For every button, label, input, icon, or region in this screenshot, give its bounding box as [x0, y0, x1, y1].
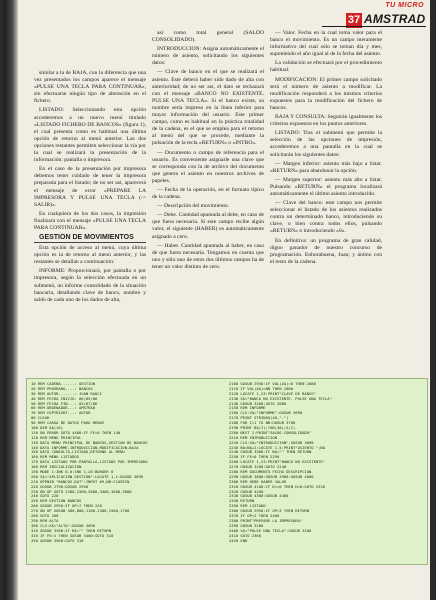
listing-line: 60 REM ORDENADOR...: AMSTRAD	[31, 405, 96, 411]
listing-line: 2160 CLS:X$="INFORME":GOSUB 3090	[229, 410, 303, 416]
listing-line: 310 GOSUB 3300:IF B$="" THEN RETURN	[31, 527, 112, 533]
paragraph: — Valor. Fecha en la cual toma valor para el banco el movimiento. Es un campo meramente informativo del cual sólo se toman día y mes, suponiendo el año igual al de la fecha del asiento.	[270, 30, 382, 58]
listing-line: 70 REM COPYRIGHT...: AUTOR	[31, 410, 91, 416]
listing-line: 160 REM MENU LISTADOS	[31, 454, 80, 460]
listing-line: 80 CLEAR	[31, 415, 50, 421]
paragraph: — Margen superior: asiento más alto a listar. Pulsando «RETURN» el programa localizará automáticamente el último asiento introducido.	[270, 176, 382, 197]
paragraph: En el caso de la presentación por impresora debemos tener cuidado de tener la impresora preparada para el listado; de no ser así, aparecerá el mensaje de error «PREPARE LA IMPRESORA Y PULSE UNA TECLA (-> SALIR)».	[34, 166, 146, 208]
listing-column-left	[31, 382, 227, 543]
paragraph: — Debe. Cantidad apuntada al debe, en caso de que fuera necesaria. Si este campo recibe algún valor, el siguiente (HABER) es automáticamente asignado a cero.	[152, 212, 264, 240]
page-header	[344, 2, 430, 32]
listing-line: 2410 GOTO 2360	[229, 532, 262, 538]
listing-line: 2250 IF FE=0 THEN 2290	[229, 454, 280, 460]
listing-line: 130 DATA MENU PRINCIPAL DE BANCOS,GESTION DE BANCOS	[31, 439, 148, 445]
listing-line: 110 ON ERROR GOTO 4480:IF FE=0 THEN 140	[31, 429, 121, 435]
listing-line: 2260 LOCATE 1,23:PRINT"BANCO NO EXISTENTE"	[229, 459, 326, 465]
listing-line: 2330 GOSUB 4300:GOSUB 4400	[229, 493, 289, 499]
listing-line: 30 REM AUTOR.......: JUAN RAUCI	[31, 390, 102, 396]
listing-line: 100 DIM A$(10)	[31, 425, 64, 431]
text-column-1	[34, 70, 146, 306]
listing-line: 2310 GOSUB 4100:IF D<>0 THEN H=0:GOTO 2330	[229, 483, 326, 489]
listing-line: 2130 X$="BANCO NO EXISTENTE. PULSE UNA TECLA"	[229, 395, 332, 401]
listing-line: 290 REM ALTA	[31, 517, 59, 523]
paragraph: LISTADO: Seleccionando esta opción accederemos a un nuevo menú titulado «LISTADO FICHERO DE BANCOS» (figura 1), el cual presenta como es habitual una última opción de retorno al menú anterior. Las dos opciones restantes permiten seleccionar la vía por la cual se realizará la presentación de la información: pantalla o impresora.	[34, 107, 146, 164]
listing-line: 2120 LOCATE 1,23:PRINT"CLAVE DE BANCO"	[229, 390, 316, 396]
listing-line: 2350 REM LISTADO	[229, 503, 266, 509]
listing-line: 2390 GOSUB 3200	[229, 522, 264, 528]
listing-line: 180 REM INICIALIZACION	[31, 464, 82, 470]
paragraph: — Clave de banco en el que se realizará el asiento. Este deberá haber sido dado de alta con anterioridad; de no ser así, el dato se rechazará con el mensaje «BANCO NO EXISTENTE. PULSE UNA TECLA». Si el banco existe, su nombre sería impreso en la línea inferior para mayor información del usuario. Este primer campo, como es habitual en la práctica totalidad de la cadena, es el que se emplea para el retorno al menú del que se procede, mediante la pulsación de la tecla «RETURN» o «INTRO».	[152, 69, 264, 147]
paragraph: La validación se efectuará por el procedimiento habitual.	[270, 60, 382, 74]
program-listing	[26, 378, 428, 565]
paragraph: En definitiva: un programa de gran calidad, digno ganador de nuestro concurso de programación. Enhorabuena, Juan; y ánimo con el resto de la cadena.	[270, 237, 382, 265]
paragraph: así como total general (SALDO CONSOLIDADO).	[152, 30, 264, 44]
listing-line: 40 REM FECHA INICIO: 06/05/86	[31, 395, 98, 401]
header-rule	[322, 26, 426, 27]
paragraph: — Fecha de la operación, en el formato típico de la cadena.	[152, 186, 264, 201]
paragraph: — Documento o campo de referencia para el usuario. Es conveniente asignarle una clave que se corresponda con la de archivo del documento que genera el asiento en nuestros archivos de papeles.	[152, 149, 264, 184]
listing-line: 2170 PRINT STRING$(40,"-")	[229, 415, 289, 421]
listing-line: 170 DATA LISTADO POR PANTALLA,LISTADO POR IMPRESORA	[31, 459, 148, 465]
listing-line: 2300 REM DEBE HABER VALOR	[229, 478, 287, 484]
paragraph: — Descripción del movimiento.	[157, 203, 230, 210]
listing-line: 140 DATA INFORME,INTRODUCCION,MODIFICACION,BAJA	[31, 444, 139, 450]
listing-line: 330 GOSUB 3500:GOTO 310	[31, 537, 84, 543]
listing-line: 260 GOSUB 2950:IF OP=7 THEN 220	[31, 503, 102, 509]
listing-line: 2100 GOSUB 2950:IF VAL(A$)=0 THEN 2080	[229, 382, 316, 386]
listing-line: 10 REM CADENA......: GESTION	[31, 382, 96, 386]
listing-line: 2360 GOSUB 2950:IF OP=3 THEN RETURN	[229, 508, 310, 514]
paragraph: similar a la de BAJA, con la diferencia que una vez presentados los campos aparece el mensaje «PULSE UNA TECLA PARA CONTINUAR», sin efectuarse ningún tipo de alteración en el fichero.	[34, 70, 146, 105]
subheading: GESTION DE MOVIMIENTOS	[34, 234, 146, 243]
listing-line: 2220 CLS:X$="INTRODUCCION":GOSUB 3090	[229, 439, 314, 445]
paragraph: — Margen inferior: asiento más bajo a listar. «RETURN» para abandonar la opción.	[270, 160, 382, 174]
listing-line: 270 ON OP GOSUB 500,800,1100,1300,1500,1700	[31, 508, 130, 514]
listing-line: 2180 FOR I=1 TO NB:GOSUB 3700	[229, 420, 296, 426]
paragraph: Esta opción de acceso al menú, cuya última opción es la de retorno al menú anterior, y las restantes se detallan a continuación:	[34, 245, 146, 266]
listing-line: 2420 END	[229, 537, 248, 543]
paragraph: INTRODUCCION: Asigna automáticamente el número de asiento, solicitando los siguientes datos:	[152, 46, 264, 67]
listing-line: 2210 REM INTRODUCCION	[229, 434, 278, 440]
listing-line: 210 OPENIN "BANCOS.DAT":INPUT #9,NB:CLOSEIN	[31, 478, 130, 484]
listing-line: 2270 GOSUB 3200:GOTO 2240	[229, 464, 287, 470]
listing-line: 230 ON OP GOTO 2200,2300,2800,3400,3600,3800	[31, 488, 132, 494]
page-number: 37	[347, 14, 361, 26]
listing-line: 2290 GOSUB 3800:GOSUB 3900:GOSUB 4000	[229, 473, 314, 479]
listing-line: 2380 PRINT"PREPARE LA IMPRESORA"	[229, 517, 303, 523]
listing-line: 280 GOTO 260	[31, 513, 59, 519]
listing-line: 250 REM GESTION BANCOS	[31, 498, 82, 504]
listing-line: 2190 PRINT B$(I);TAB(30);S(I)	[229, 425, 296, 431]
listing-line: 150 DATA CONSULTA,LISTADO,RETORNO AL MENU	[31, 449, 125, 455]
listing-line: 300 CLS:X$="ALTA":GOSUB 3090	[31, 522, 96, 528]
paragraph: BAJA Y CONSULTA: Seguirán igualmente los criterios expuestos en los puntos anteriores.	[270, 114, 382, 128]
listing-line: 120 REM MENU PRINCIPAL	[31, 434, 82, 440]
listing-line: 2110 IF VAL(A$)>NB THEN 2080	[229, 385, 294, 391]
listing-line: 50 REM FECHA FIN...: 03/07/86	[31, 400, 98, 406]
listing-line: 2200 NEXT I:PRINT"SALDO CONSOLIDADO"	[229, 429, 312, 435]
paragraph: — Haber. Cantidad apuntada al haber, en caso de que fuera necesaria. Tengamos en cuenta que uno y sólo uno de estos dos últimos campos ha de tener un valor distinto de cero.	[152, 242, 264, 270]
listing-line: 240 GOTO 220	[31, 493, 59, 499]
paragraph: — Clave del banco: este campo nos permite seleccionar el listado de los asientos realizados contra un determinado banco, introduciendo su clave, o bien contra todos ellos, pulsando «RETURN» o introduciendo «0».	[270, 200, 382, 235]
listing-line: 2400 X$="PULSE UNA TECLA":GOSUB 3200	[229, 527, 312, 533]
magazine-page	[4, 0, 430, 600]
listing-line: 200 X$="APLICACION GESTION":LOCATE 1,1:GOSUB 3090	[31, 473, 144, 479]
listing-line: 2280 REM DOCUMENTO FECHA DESCRIPCION	[229, 469, 312, 475]
listing-line: 220 GOSUB 2790:GOSUB 2950	[31, 483, 89, 489]
listing-line: 2150 REM INFORME	[229, 405, 266, 411]
page-spine	[4, 0, 18, 600]
listing-line: 2340 RETURN	[229, 498, 255, 504]
magazine-tagline: TU MICRO	[385, 2, 424, 9]
paragraph: INFORME: Proporcionará, por pantalla o por impresora, según la selección efectuada en un submenú, un informe consolidado de la situación bancaria, detallando clave de banco, nombre y saldo de cada uno de los dados de alta,	[34, 268, 146, 303]
listing-line: 2240 GOSUB 3300:IF B$="" THEN RETURN	[229, 449, 312, 455]
listing-line: 20 REM PROGRAMA....: BANCOS	[31, 385, 93, 391]
listing-line: 2370 IF OP=2 THEN 2400	[229, 513, 280, 519]
paragraph: LISTADO: Tras el submenú que permite la selección de las opciones de impresión, accederemos a una pantalla en la cual se solicitarán los siguientes datos:	[270, 130, 382, 158]
listing-line: 190 MODE 1:INK 0,0:INK 1,26:BORDER 0	[31, 469, 114, 475]
listing-line: 2140 GOSUB 3200:GOTO 2080	[229, 400, 287, 406]
paragraph: MODIFICACION: El primer campo solicitado será el número de asiento a modificar. La modificación responderá a los mismos criterios expuestos para la modificación del fichero de bancos.	[270, 76, 382, 111]
text-column-2	[152, 30, 264, 273]
listing-line: 320 IF FE=1 THEN GOSUB 3400:GOTO 310	[31, 532, 114, 538]
paragraph: En cualquiera de los dos casos, la impresión finalizará con el mensaje «PULSE UNA TECLA PARA CONTINUAR».	[34, 210, 146, 231]
listing-line: 2230 NA=NA+1:LOCATE 1,5:PRINT"ASIENTO ";NA	[229, 444, 326, 450]
text-column-3	[270, 30, 382, 268]
listing-line: 2320 GOSUB 4200	[229, 488, 264, 494]
listing-line: 90 REM CARGA DE DATOS PARA MENUS	[31, 420, 105, 426]
listing-column-right	[229, 382, 425, 543]
section-title: AMSTRAD	[364, 12, 426, 26]
